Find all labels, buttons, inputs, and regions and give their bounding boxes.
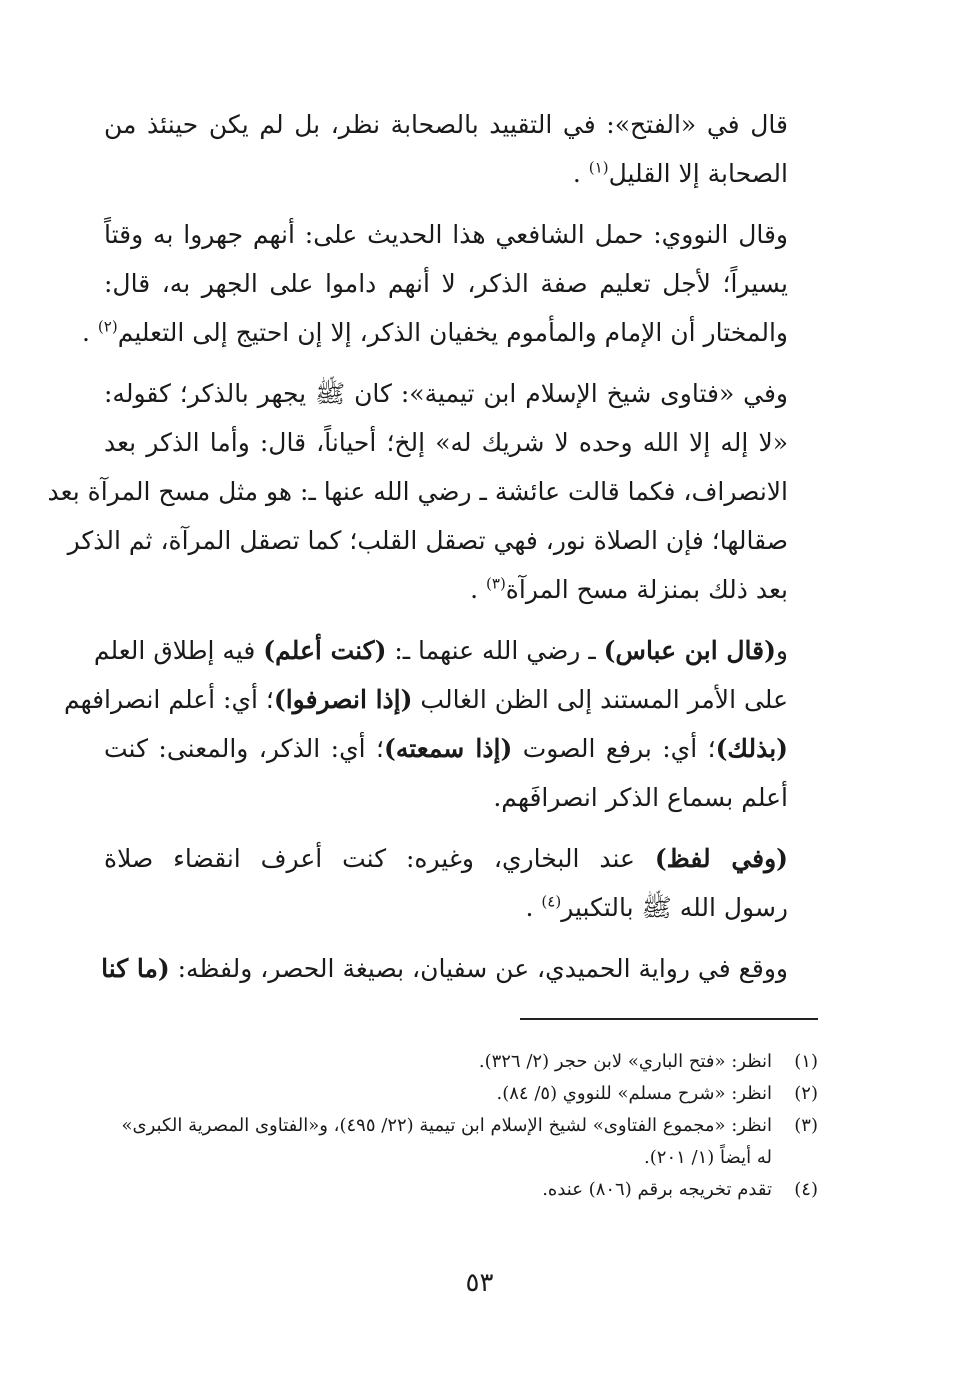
page-number: ٥٣: [465, 1268, 494, 1298]
footnote-ref: (٢): [97, 317, 118, 336]
text-line: قال في «الفتح»: في التقييد بالصحابة نظر، بل لم يكن حينئذ من: [104, 110, 788, 139]
text-span: .: [525, 893, 534, 922]
footnote: [104, 1174, 818, 1206]
text-line: [104, 883, 818, 932]
quoted-phrase: (وفي لفظ): [654, 844, 789, 873]
paragraph-5: [104, 834, 818, 932]
paragraph-3: [47, 369, 818, 614]
footnote: [104, 1046, 818, 1078]
footnote-ref: (٤): [541, 892, 562, 911]
footnote: [104, 1110, 818, 1174]
text-line: [104, 834, 818, 883]
paragraph-2: [82, 210, 818, 357]
footnote-text: انظر: «فتح الباري» لابن حجر (٢/ ٣٢٦).: [478, 1051, 772, 1072]
paragraph-6: [101, 944, 818, 993]
text-span: ووقع في رواية الحميدي، عن سفيان، بصيغة الحصر، ولفظه:: [169, 954, 788, 983]
footnote-ref: (٣): [486, 574, 506, 593]
footnote-number: (٤): [794, 1179, 818, 1200]
text-line: [104, 149, 818, 198]
footnotes: [104, 1046, 818, 1206]
text-line: [82, 308, 818, 357]
footnote-text: انظر: «شرح مسلم» للنووي (٥/ ٨٤).: [496, 1083, 772, 1104]
text-line: [63, 675, 818, 724]
text-span: الصحابة إلا القليل: [608, 159, 788, 188]
text-line: [101, 944, 818, 993]
footnote-separator: [520, 1018, 818, 1020]
text-line: [93, 626, 818, 675]
quoted-phrase: (قال ابن عباس): [603, 636, 776, 665]
text-line: يسيراً؛ لأجل تعليم صفة الذكر، لا أنهم داموا على الجهر به، قال:: [104, 269, 788, 298]
text-line: [104, 724, 818, 773]
footnote-text: تقدم تخريجه برقم (٨٠٦) عنده.: [542, 1179, 772, 1200]
text-span: .: [82, 318, 90, 347]
quoted-phrase: (إذا انصرفوا): [273, 685, 413, 714]
footnote-text: انظر: «مجموع الفتاوى» لشيخ الإسلام ابن تيمية (٢٢/ ٤٩٥)، و«الفتاوى المصرية الكبرى» له أيضاً (١/ ٢٠١).: [121, 1115, 772, 1168]
text-span: رسول الله ﷺ بالتكبير: [561, 893, 788, 922]
paragraph-4: [63, 626, 818, 822]
quoted-phrase: (إذا سمعته): [384, 734, 513, 763]
footnote-number: (٣): [794, 1115, 818, 1136]
text-line: أعلم بسماع الذكر انصرافَهم.: [493, 783, 788, 812]
quoted-phrase: (كنت أعلم): [263, 636, 387, 665]
text-line: «لا إله إلا الله وحده لا شريك له» إلخ؛ أحياناً، قال: وأما الذكر بعد: [104, 428, 788, 457]
text-span: ؛ أي: أعلم انصرافهم: [63, 685, 274, 714]
text-span: عند البخاري، وغيره: كنت أعرف انقضاء صلاة: [104, 844, 655, 873]
footnote-number: (٢): [794, 1083, 818, 1104]
text-line: [104, 565, 818, 614]
text-line: وفي «فتاوى شيخ الإسلام ابن تيمية»: كان ﷺ يجهر بالذكر؛ كقوله:: [104, 379, 788, 408]
text-line: صقالها؛ فإن الصلاة نور، فهي تصقل القلب؛ كما تصقل المرآة، ثم الذكر: [67, 526, 788, 555]
quoted-phrase: (ما كنا: [101, 954, 170, 983]
text-span: بعد ذلك بمنزلة مسح المرآة: [505, 575, 788, 604]
text-span: والمختار أن الإمام والمأموم يخفيان الذكر، إلا إن احتيج إلى التعليم: [117, 318, 788, 347]
text-span: ؛ أي: برفع الصوت: [512, 734, 716, 763]
text-line: وقال النووي: حمل الشافعي هذا الحديث على: أنهم جهروا به وقتاً: [104, 220, 788, 249]
quoted-phrase: (بذلك): [715, 734, 789, 763]
main-text: [47, 100, 818, 1005]
footnote-ref: (١): [588, 158, 609, 177]
text-span: ؛ أي: الذكر، والمعنى: كنت: [104, 734, 384, 763]
text-span: فيه إطلاق العلم: [93, 636, 264, 665]
text-span: .: [470, 575, 479, 604]
text-line: الانصراف، فكما قالت عائشة ـ رضي الله عنها ـ: هو مثل مسح المرآة بعد: [47, 477, 788, 506]
text-span: على الأمر المستند إلى الظن الغالب: [412, 685, 788, 714]
text-span: و: [775, 636, 788, 665]
footnote: [104, 1078, 818, 1110]
paragraph-1: [104, 100, 818, 198]
text-span: .: [572, 159, 581, 188]
footnote-number: (١): [794, 1051, 818, 1072]
text-span: ـ رضي الله عنهما ـ:: [386, 636, 604, 665]
